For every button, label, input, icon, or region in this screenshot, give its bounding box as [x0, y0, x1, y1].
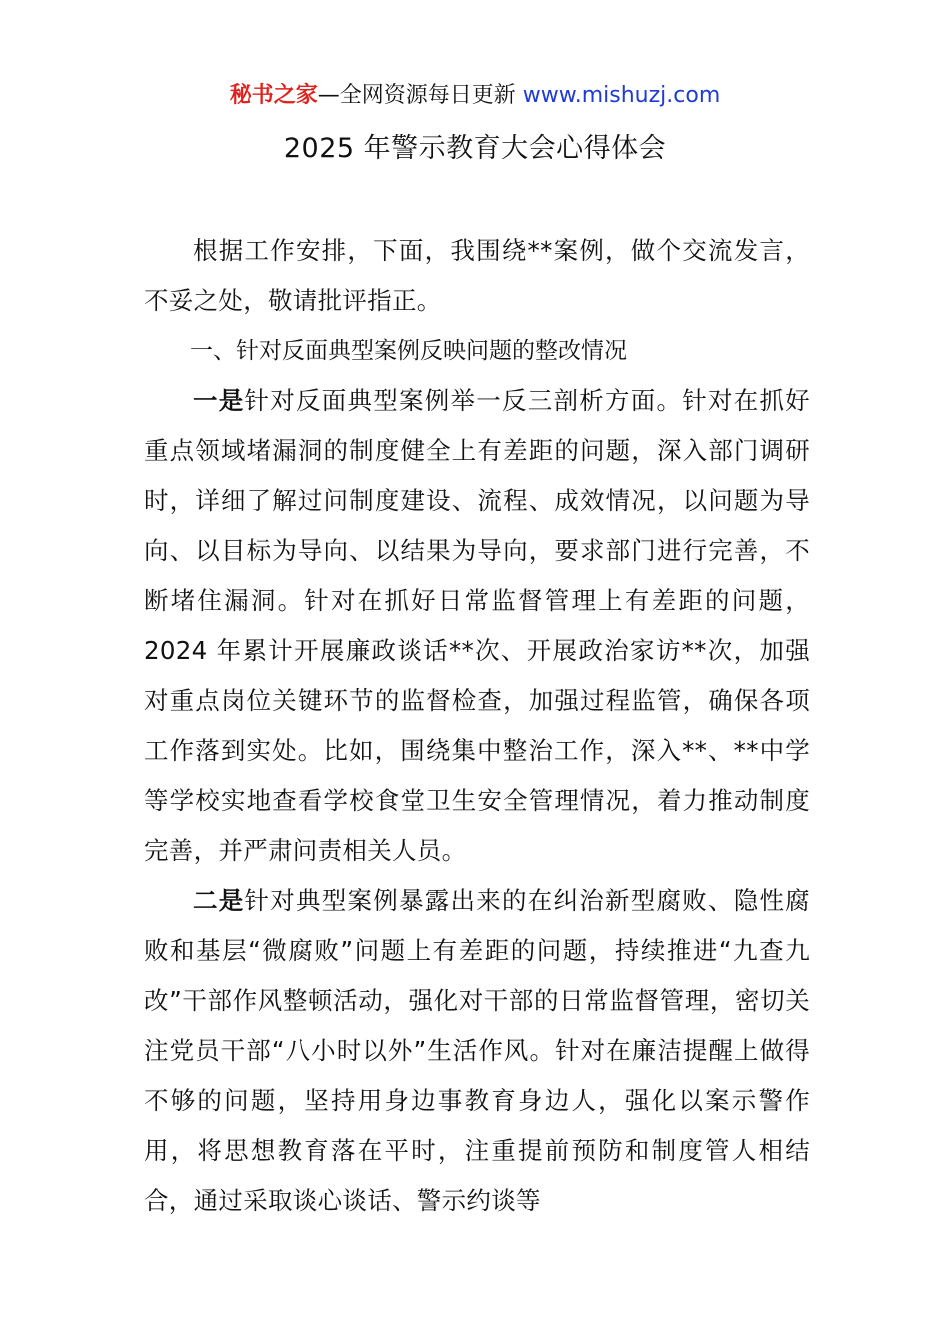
- document-title: 2025 年警示教育大会心得体会: [283, 133, 667, 164]
- paragraph-1: [144, 376, 810, 876]
- site-tagline: —全网资源每日更新: [317, 83, 523, 108]
- paragraph-1-body: 针对反面典型案例举一反三剖析方面。针对在抓好重点领域堵漏洞的制度健全上有差距的问题，深入部门调研时，详细了解过问制度建设、流程、成效情况，以问题为导向、以目标为导向、以结果为导向，要求部门进行完善，不断堵住漏洞。针对在抓好日常监督管理上有差距的问题，2024 年累计开展廉政谈话**次、开展政治家访**次，加强对重点岗位关键环节的监督检查，加强过程监管，确保各项工作落到实处。比如，围绕集中整治工作，深入**、**中学等学校实地查看学校食堂卫生安全管理情况，着力推动制度完善，并严肃问责相关人员。: [144, 386, 810, 865]
- document-body: [144, 226, 810, 1226]
- intro-paragraph: 根据工作安排，下面，我围绕**案例，做个交流发言，不妥之处，敬请批评指正。: [144, 236, 810, 315]
- site-url-link[interactable]: www.mishuzj.com: [522, 83, 721, 108]
- paragraph-2-lead: 二是: [193, 886, 245, 915]
- site-header: [0, 80, 950, 112]
- paragraph-2-body: 针对典型案例暴露出来的在纠治新型腐败、隐性腐败和基层“微腐败”问题上有差距的问题，持续推进“九查九改”干部作风整顿活动，强化对干部的日常监督管理，密切关注党员干部“八小时以外”生活作风。针对在廉洁提醒上做得不够的问题，坚持用身边事教育身边人，强化以案示警作用，将思想教育落在平时，注重提前预防和制度管人相结合，通过采取谈心谈话、警示约谈等: [144, 886, 810, 1215]
- site-brand: 秘书之家: [229, 83, 318, 108]
- section-heading: 一、针对反面典型案例反映问题的整改情况: [190, 338, 627, 364]
- paragraph-2: [144, 876, 810, 1226]
- paragraph-1-lead: 一是: [193, 386, 245, 415]
